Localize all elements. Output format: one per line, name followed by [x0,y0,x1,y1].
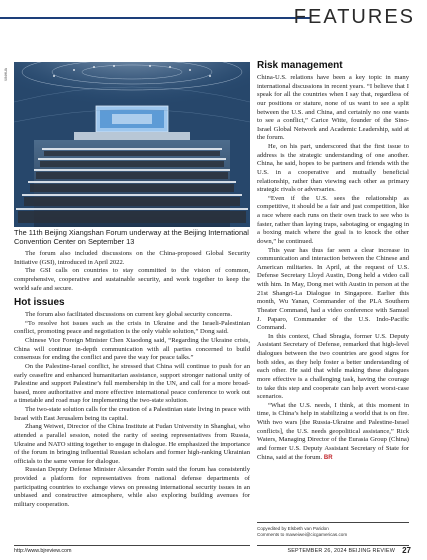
body-paragraph: Russian Deputy Defense Minister Alexander Fomin said the forum has consistently provided a platform for representatives from national defense departments of participating countries to exchange views on pressing international security issues in an unbiased and constructive atmosphere, while also exploring building avenues for military cooperation. [14,466,250,508]
body-paragraph: “To resolve hot issues such as the crisis in Ukraine and the Israeli-Palestinian conflict, promoting peace and negotiation is the only viable solution,” Dong said. [14,319,250,336]
page-number: 27 [402,546,411,555]
last-paragraph-text: “What the U.S. needs, I think, at this moment in time, is China’s help in stabilizing a world that is on fire. With two wars [the Russia-Ukraine and Palestine-Israel conflicts], the U.S. needs geopolitical assistance,” Rick Waters, Managing Director of the Eurasia Group (China) and former U.S. Deputy Assistant Secretary of State for China, said at the forum. [257,401,409,461]
section-heading-hot-issues: Hot issues [14,297,65,309]
body-paragraph: The two-state solution calls for the creation of a Palestinian state living in peace with Israel with East Jerusalem being its capital. [14,406,250,422]
end-mark: BR [323,454,333,461]
copyedit-credit: Copyedited by Elsbeth van Paridon [257,526,329,531]
footer-rule [14,545,250,546]
body-paragraph: The forum also facilitated discussions on current key global security concerns. [25,311,233,319]
body-paragraph: The GSI calls on countries to stay committed to the vision of common, comprehensive, cooperative and sustainable security, and work together to keep the world safe and secure. [14,267,250,292]
header-rule [0,17,311,19]
left-column [14,250,250,510]
footer-date-issue: SEPTEMBER 26, 2024 BEIJING REVIEW [287,548,395,554]
body-paragraph: Zhang Weiwei, Director of the China Institute at Fudan University in Shanghai, who attended a parallel session, noted the rarity of seeing representatives from Russia, Ukraine and NATO sitting together to engage in dialogue. He emphasized the importance of the forum in bringing influential Russian scholars and former high-ranking Ukrainian officials to the same venue for dialogue. [14,423,250,465]
section-title: FEATURES [293,6,415,28]
body-paragraph: This year has thus far seen a clear increase in communication and interaction between the Chinese and American militaries. In April, at the request of U.S. Defense Secretary Lloyd Austin, Dong held a video call with him. In May, Dong met with Austin in person at the 21st Shangri-La Dialogue in Singapore. Earlier this month, Wu Yanan, Commander of the PLA Southern Theater Command, had a video conference with Samuel J. Paparo, Commander of the U.S. Indo-Pacific Command. [257,246,409,332]
photo-credit: XINHUA [4,68,8,82]
section-heading-risk-management: Risk management [257,60,343,71]
photo-caption: The 11th Beijing Xiangshan Forum underway at the Beijing International Convention Center on September 13 [14,228,249,247]
body-paragraph-last [257,402,409,462]
body-paragraph: He, on his part, underscored that the first issue to address is the strategic understanding of one another. China, he said, hopes to be partners and friends with the U.S. in a cooperative and mutually beneficial relationship, rather than viewing each other as primary strategic rivals or adversaries. [257,143,409,194]
body-paragraph: Chinese Vice Foreign Minister Chen Xiaodong said, “Regarding the Ukraine crisis, China will continue in-depth communication with all parties concerned to build consensus for ending the conflict and pave the way for peace talks.” [14,337,250,362]
body-paragraph: On the Palestine-Israel conflict, he stressed that China will continue to push for an early ceasefire and enhanced humanitarian assistance, support stronger national unity of Palestine and support Palestine’s full membership in the UN, and call for a more broad-based, more authoritative and more effective international peace conference to work out a timetable and road map for implementing the two-state solution. [14,362,250,405]
forum-photo [14,62,250,227]
footer-url[interactable]: http://www.bjreview.com [14,548,72,554]
body-paragraph: China-U.S. relations have been a key topic in many international discussions in recent years. “I believe that I speak for all the countries when I say that, regardless of our positions or stature, none of us want to see a split between the U.S. and China, and certainly no one wants to see a conflict,” Carice Witte, founder of the Sino-Israel Global Network and Academic Leadership, said at the forum. [257,74,409,142]
body-paragraph: The forum also included discussions on the China-proposed Global Security Initiative (GSI), introduced in April 2022. [14,250,250,266]
conference-hall-illustration [14,62,250,227]
footer-rule [257,545,409,546]
body-paragraph: “Even if the U.S. sees the relationship as competitive, it should be a fair and just competition, like a race where each runs on their own track to see who is faster, rather than laying traps, sabotaging or engaging in a boxing match where the goal is to knock the other down,” he continued. [257,194,409,245]
comments-credit: Comments to maweiwei@cicgamericas.com [257,532,348,537]
body-paragraph: In this context, Chad Sbragia, former U.S. Deputy Assistant Secretary of Defense, remarked that high-level dialogues between the two countries are good signs for both sides, as they help foster a better understanding of each other. He said that while making these dialogues more effective is a challenging task, having the courage to take this step and cooperate can help avert worst-case scenarios. [257,332,409,401]
right-column [257,60,409,462]
credit-box [257,522,409,538]
